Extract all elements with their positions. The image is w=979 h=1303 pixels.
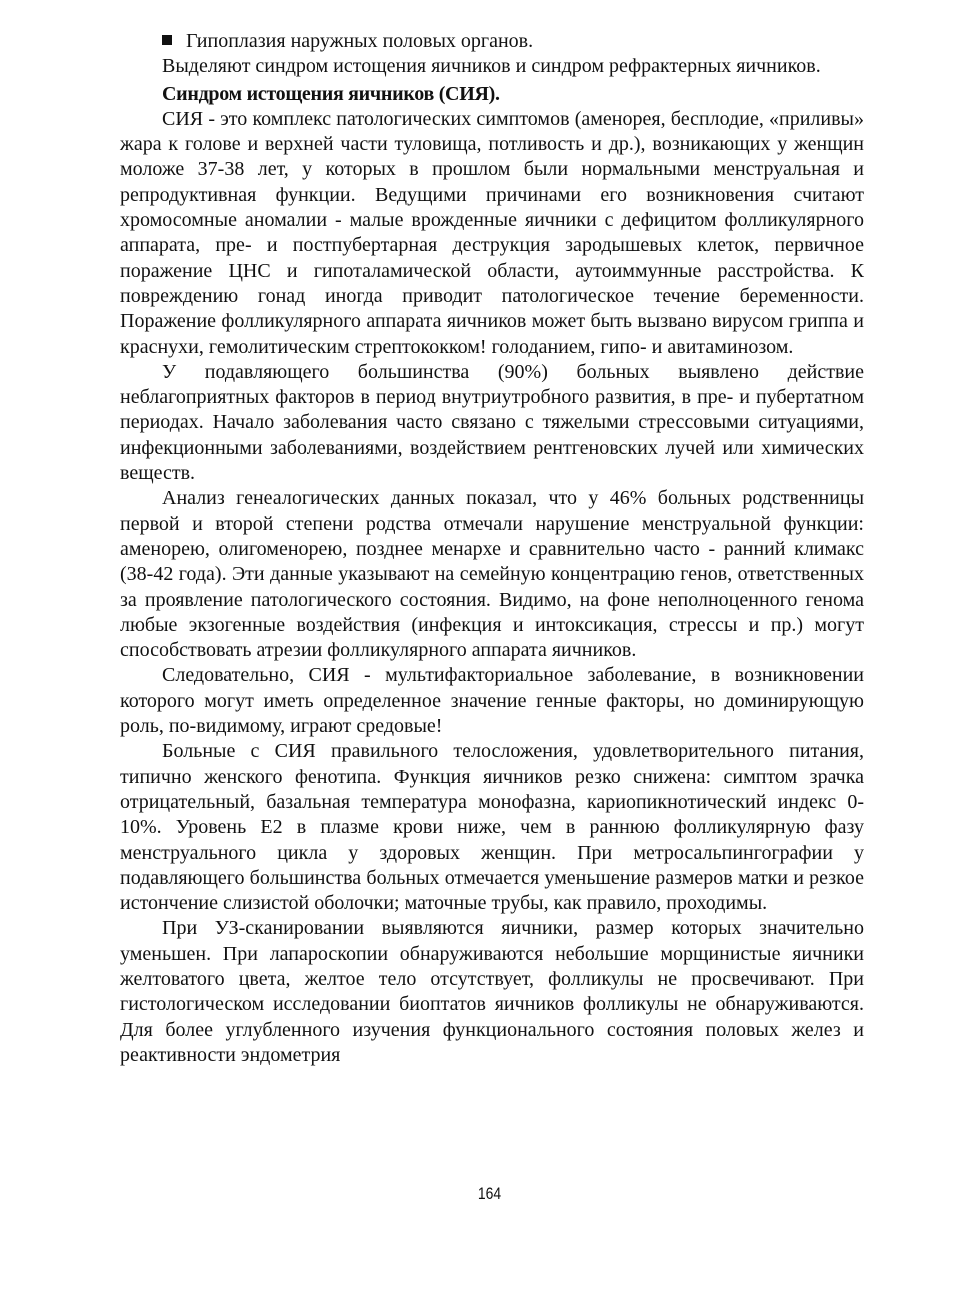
section-heading: Синдром истощения яичников (СИЯ). bbox=[162, 82, 500, 105]
body-paragraph: СИЯ - это комплекс патологических симптомов (аменорея, бесплодие, «приливы» жара к голове и верхней части туловища, потливость и др.), возникающих у женщин моложе 37-38 лет, у которых в прошлом были нормальными менструальная и репродуктивная функции. Ведущими причинами его возникновения считают хромосомные аномалии - малые врожденные яичники с дефицитом фолликулярного аппарата, пре- и постпубертарная деструкция зародышевых клеток, первичное поражение ЦНС и гипоталамической области, аутоиммунные расстройства. К повреждению гонад иногда приводит патологическое течение беременности. Поражение фолликулярного аппарата яичников может быть вызвано вирусом гриппа и краснухи, гемолитическим стрептококком! голоданием, гипо- и авитаминозом. bbox=[120, 107, 864, 358]
bullet-list-item bbox=[120, 29, 864, 54]
body-paragraph: При УЗ-сканировании выявляются яичники, размер которых значительно уменьшен. При лапароскопии обнаруживаются небольшие морщинистые яичники желтоватого цвета, желтое тело отсутствует, фолликулы не просвечивают. При гистологическом исследовании биоптатов яичников фолликулы не обнаруживаются. Для более углубленного изучения функционального состояния половых желез и реактивности эндометрия bbox=[120, 917, 864, 1066]
body-paragraph: У подавляющего большинства (90%) больных выявлено действие неблагоприятных факторов в период внутриутробного развития, в пре- и пубертатном периодах. Начало заболевания часто связано с тяжелыми стрессовыми ситуациями, инфекционными заболеваниями, воздействием рентгеновских лучей или химических веществ. bbox=[120, 360, 864, 485]
page-number: 164 bbox=[477, 1184, 502, 1203]
body-paragraph: Больные с СИЯ правильного телосложения, удовлетворительного питания, типично женского фенотипа. Функция яичников резко снижена: симптом зрачка отрицательный, базальная температура монофазна, кариопикнотический индекс 0-10%. Уровень Е2 в плазме крови ниже, чем в раннюю фолликулярную фазу менструального цикла у здоровых женщин. При метросальпингографии у подавляющего большинства больных отмечается уменьшение размеров матки и резкое истончение слизистой оболочки; маточные трубы, как правило, проходимы. bbox=[120, 740, 864, 915]
bullet-item-text: Гипоплазия наружных половых органов. bbox=[186, 30, 534, 52]
intro-paragraph: Выделяют синдром истощения яичников и синдром рефрактерных яичников. bbox=[162, 55, 821, 78]
body-paragraph: Анализ генеалогических данных показал, что у 46% больных родственницы первой и второй степени родства отмечали нарушение менструальной функции: аменорею, олигоменорею, позднее менархе и сравнительно часто - ранний климакс (38-42 года). Эти данные указывают на семейную концентрацию генов, ответственных за проявление патологического состояния. Видимо, на фоне неполноценного генома любые экзогенные воздействия (инфекция и интоксикация, стрессы и пр.) могут способствовать атрезии фолликулярного аппарата яичников. bbox=[120, 487, 864, 662]
body-paragraph: Следовательно, СИЯ - мультифакториальное заболевание, в возникновении которого могут иметь определенное значение генные факторы, но доминирующую роль, по-видимому, играют средовые! bbox=[120, 664, 864, 738]
document-page bbox=[120, 29, 864, 1068]
square-bullet-icon bbox=[162, 35, 172, 45]
